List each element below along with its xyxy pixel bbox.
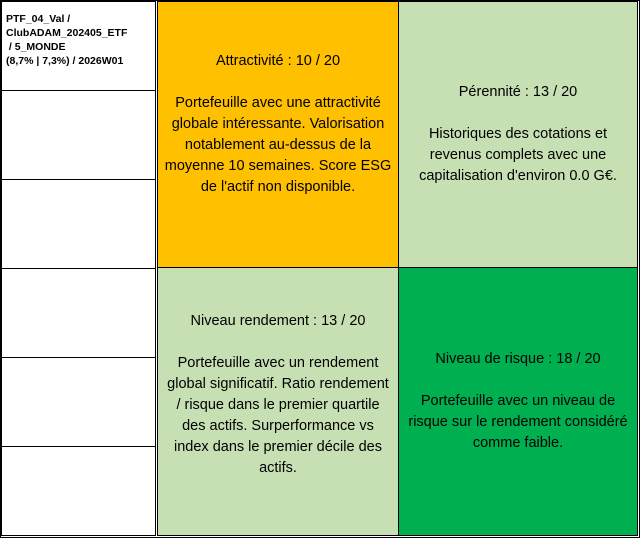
- empty-cell-4: [1, 357, 156, 447]
- attractivite-text: Portefeuille avec une attractivité globale intéressante. Valorisation notablement au-dessus de la moyenne 10 semaines. Score ESG de l'actif non disponible.: [164, 95, 392, 195]
- perennite-title: Pérennité : 13 / 20: [458, 84, 578, 100]
- attractivite-title: Attractivité : 10 / 20: [215, 53, 341, 69]
- portfolio-title-line-4: (8,7% | 7,3%) / 2026W01: [6, 55, 124, 67]
- risque-title: Niveau de risque : 18 / 20: [435, 351, 601, 367]
- perennite-panel: [398, 1, 638, 268]
- empty-cell-1: [1, 90, 156, 180]
- portfolio-title-line-3: / 5_MONDE: [6, 41, 66, 53]
- risque-text: Portefeuille avec un niveau de risque sur le rendement considéré comme faible.: [408, 393, 628, 451]
- attractivite-panel: [157, 1, 399, 268]
- portfolio-title-line-2: ClubADAM_202405_ETF: [6, 27, 128, 39]
- rendement-title: Niveau rendement : 13 / 20: [190, 312, 366, 329]
- portfolio-title-cell: [1, 1, 156, 91]
- rendement-text: Portefeuille avec un rendement global significatif. Ratio rendement / risque dans le premier quartile des actifs. Surperformance vs index dans le premier décile des actifs.: [167, 354, 389, 476]
- perennite-text: Historiques des cotations et revenus complets avec une capitalisation d'environ 0.0 G€.: [419, 126, 617, 184]
- empty-cell-3: [1, 268, 156, 358]
- rendement-panel: [157, 267, 399, 536]
- portfolio-title-line-1: PTF_04_Val /: [6, 13, 71, 25]
- empty-cell-5: [1, 446, 156, 536]
- risque-panel: [398, 267, 638, 536]
- left-column: [0, 0, 157, 536]
- empty-cell-2: [1, 179, 156, 269]
